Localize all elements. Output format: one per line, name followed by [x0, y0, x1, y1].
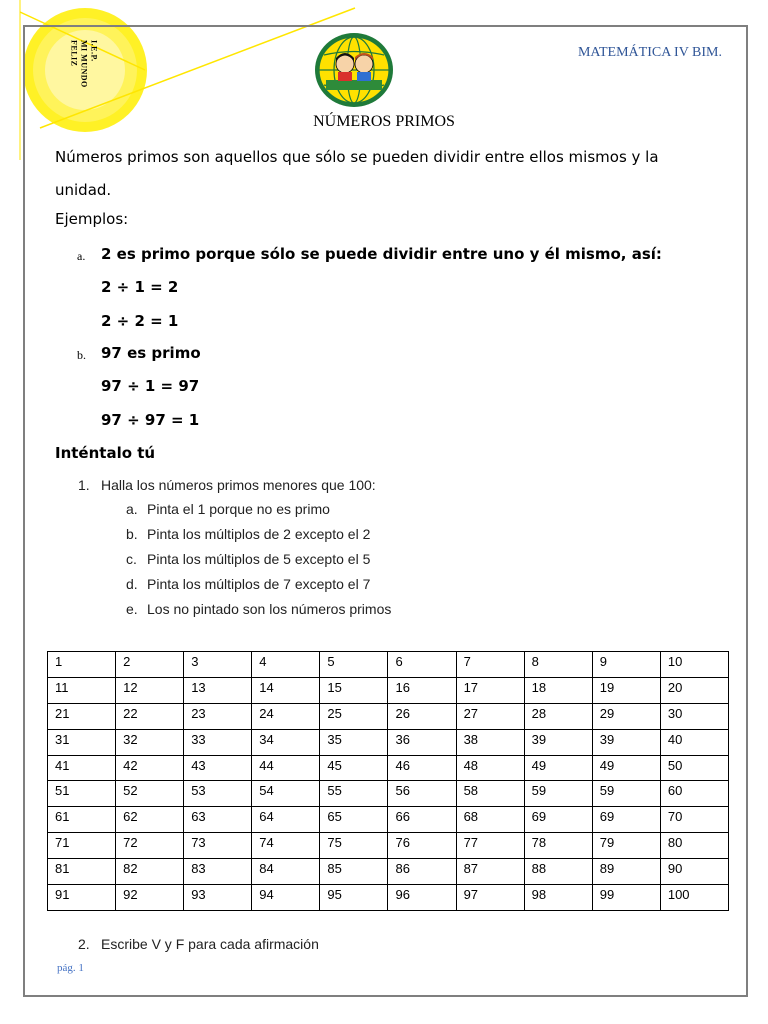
step-c-text: Pinta los múltiplos de 5 excepto el 5	[147, 551, 371, 567]
table-cell: 65	[320, 807, 388, 833]
table-row	[48, 885, 729, 911]
step-d-text: Pinta los múltiplos de 7 excepto el 7	[147, 576, 371, 592]
example-a-text: 2 es primo porque sólo se puede dividir entre uno y él mismo, así:	[101, 245, 662, 263]
example-b-text: 97 es primo	[101, 344, 201, 362]
table-cell: 66	[388, 807, 456, 833]
task-1-text: Halla los números primos menores que 100:	[101, 477, 376, 493]
table-cell: 54	[252, 781, 320, 807]
table-cell: 39	[524, 729, 592, 755]
table-cell: 83	[184, 859, 252, 885]
table-cell: 28	[524, 703, 592, 729]
step-b-text: Pinta los múltiplos de 2 excepto el 2	[147, 526, 371, 542]
try-heading: Inténtalo tú	[55, 444, 156, 462]
table-cell: 39	[592, 729, 660, 755]
task-2-number: 2.	[78, 936, 90, 952]
table-cell: 17	[456, 677, 524, 703]
table-cell: 40	[660, 729, 728, 755]
table-cell: 8	[524, 652, 592, 678]
table-cell: 19	[592, 677, 660, 703]
table-cell: 79	[592, 833, 660, 859]
table-cell: 74	[252, 833, 320, 859]
table-cell: 49	[592, 755, 660, 781]
table-cell: 90	[660, 859, 728, 885]
table-cell: 94	[252, 885, 320, 911]
table-cell: 24	[252, 703, 320, 729]
example-b-op-1: 97 ÷ 1 = 97	[101, 377, 200, 395]
table-cell: 26	[388, 703, 456, 729]
table-cell: 12	[116, 677, 184, 703]
table-cell: 43	[184, 755, 252, 781]
table-cell: 46	[388, 755, 456, 781]
example-b-op-2: 97 ÷ 97 = 1	[101, 411, 200, 429]
table-row	[48, 755, 729, 781]
table-cell: 36	[388, 729, 456, 755]
table-row	[48, 677, 729, 703]
table-row	[48, 729, 729, 755]
table-cell: 13	[184, 677, 252, 703]
school-line-1: I.E.P.	[89, 40, 99, 62]
table-cell: 92	[116, 885, 184, 911]
table-cell: 97	[456, 885, 524, 911]
table-cell: 21	[48, 703, 116, 729]
table-cell: 73	[184, 833, 252, 859]
page-title: NÚMEROS PRIMOS	[313, 113, 455, 130]
table-cell: 82	[116, 859, 184, 885]
table-cell: 52	[116, 781, 184, 807]
table-cell: 55	[320, 781, 388, 807]
table-cell: 60	[660, 781, 728, 807]
table-cell: 14	[252, 677, 320, 703]
school-logo	[312, 28, 396, 110]
table-cell: 5	[320, 652, 388, 678]
table-cell: 84	[252, 859, 320, 885]
table-cell: 32	[116, 729, 184, 755]
example-b-marker: b.	[77, 348, 86, 362]
table-cell: 15	[320, 677, 388, 703]
table-cell: 50	[660, 755, 728, 781]
table-cell: 69	[524, 807, 592, 833]
table-cell: 42	[116, 755, 184, 781]
course-title: MATEMÁTICA IV BIM.	[577, 45, 722, 60]
table-cell: 71	[48, 833, 116, 859]
table-cell: 75	[320, 833, 388, 859]
table-cell: 77	[456, 833, 524, 859]
school-line-2: MI MUNDO	[79, 40, 89, 88]
table-cell: 29	[592, 703, 660, 729]
table-cell: 56	[388, 781, 456, 807]
table-cell: 45	[320, 755, 388, 781]
table-cell: 88	[524, 859, 592, 885]
number-grid-table	[47, 651, 729, 911]
table-cell: 59	[524, 781, 592, 807]
table-cell: 59	[592, 781, 660, 807]
table-cell: 25	[320, 703, 388, 729]
table-cell: 99	[592, 885, 660, 911]
table-cell: 22	[116, 703, 184, 729]
table-cell: 38	[456, 729, 524, 755]
table-cell: 58	[456, 781, 524, 807]
table-cell: 89	[592, 859, 660, 885]
table-cell: 64	[252, 807, 320, 833]
table-cell: 78	[524, 833, 592, 859]
example-a-op-1: 2 ÷ 1 = 2	[101, 278, 179, 296]
table-cell: 76	[388, 833, 456, 859]
examples-heading: Ejemplos:	[55, 210, 129, 228]
table-cell: 95	[320, 885, 388, 911]
table-cell: 91	[48, 885, 116, 911]
table-row	[48, 859, 729, 885]
table-cell: 86	[388, 859, 456, 885]
table-cell: 81	[48, 859, 116, 885]
table-cell: 34	[252, 729, 320, 755]
table-cell: 27	[456, 703, 524, 729]
table-cell: 9	[592, 652, 660, 678]
step-e-text: Los no pintado son los números primos	[147, 601, 392, 617]
table-cell: 11	[48, 677, 116, 703]
table-cell: 96	[388, 885, 456, 911]
table-cell: 3	[184, 652, 252, 678]
table-cell: 87	[456, 859, 524, 885]
table-cell: 33	[184, 729, 252, 755]
table-cell: 41	[48, 755, 116, 781]
table-row	[48, 781, 729, 807]
school-line-3: FELIZ	[69, 40, 79, 67]
task-2-text: Escribe V y F para cada afirmación	[101, 936, 319, 952]
step-d-marker: d.	[126, 576, 138, 592]
table-row	[48, 833, 729, 859]
table-cell: 4	[252, 652, 320, 678]
table-cell: 93	[184, 885, 252, 911]
example-a-marker: a.	[77, 249, 86, 263]
step-c-marker: c.	[126, 551, 137, 567]
table-row	[48, 807, 729, 833]
table-cell: 30	[660, 703, 728, 729]
table-cell: 49	[524, 755, 592, 781]
table-cell: 1	[48, 652, 116, 678]
table-cell: 85	[320, 859, 388, 885]
example-a-op-2: 2 ÷ 2 = 1	[101, 312, 179, 330]
table-cell: 51	[48, 781, 116, 807]
table-cell: 20	[660, 677, 728, 703]
table-cell: 61	[48, 807, 116, 833]
table-cell: 72	[116, 833, 184, 859]
page-number: pág. 1	[57, 962, 84, 974]
table-cell: 98	[524, 885, 592, 911]
task-1-number: 1.	[78, 477, 90, 493]
table-cell: 2	[116, 652, 184, 678]
table-cell: 69	[592, 807, 660, 833]
table-cell: 31	[48, 729, 116, 755]
table-cell: 68	[456, 807, 524, 833]
table-cell: 16	[388, 677, 456, 703]
table-cell: 6	[388, 652, 456, 678]
table-cell: 62	[116, 807, 184, 833]
table-cell: 44	[252, 755, 320, 781]
table-row	[48, 652, 729, 678]
table-cell: 70	[660, 807, 728, 833]
table-cell: 10	[660, 652, 728, 678]
step-e-marker: e.	[126, 601, 138, 617]
table-cell: 48	[456, 755, 524, 781]
table-cell: 63	[184, 807, 252, 833]
table-cell: 18	[524, 677, 592, 703]
table-cell: 7	[456, 652, 524, 678]
step-b-marker: b.	[126, 526, 138, 542]
intro-paragraph: Números primos son aquellos que sólo se pueden dividir entre ellos mismos y la unidad.	[55, 148, 659, 199]
step-a-text: Pinta el 1 porque no es primo	[147, 501, 330, 517]
table-row	[48, 703, 729, 729]
table-cell: 80	[660, 833, 728, 859]
table-cell: 53	[184, 781, 252, 807]
table-cell: 35	[320, 729, 388, 755]
table-cell: 100	[660, 885, 728, 911]
step-a-marker: a.	[126, 501, 138, 517]
table-cell: 23	[184, 703, 252, 729]
